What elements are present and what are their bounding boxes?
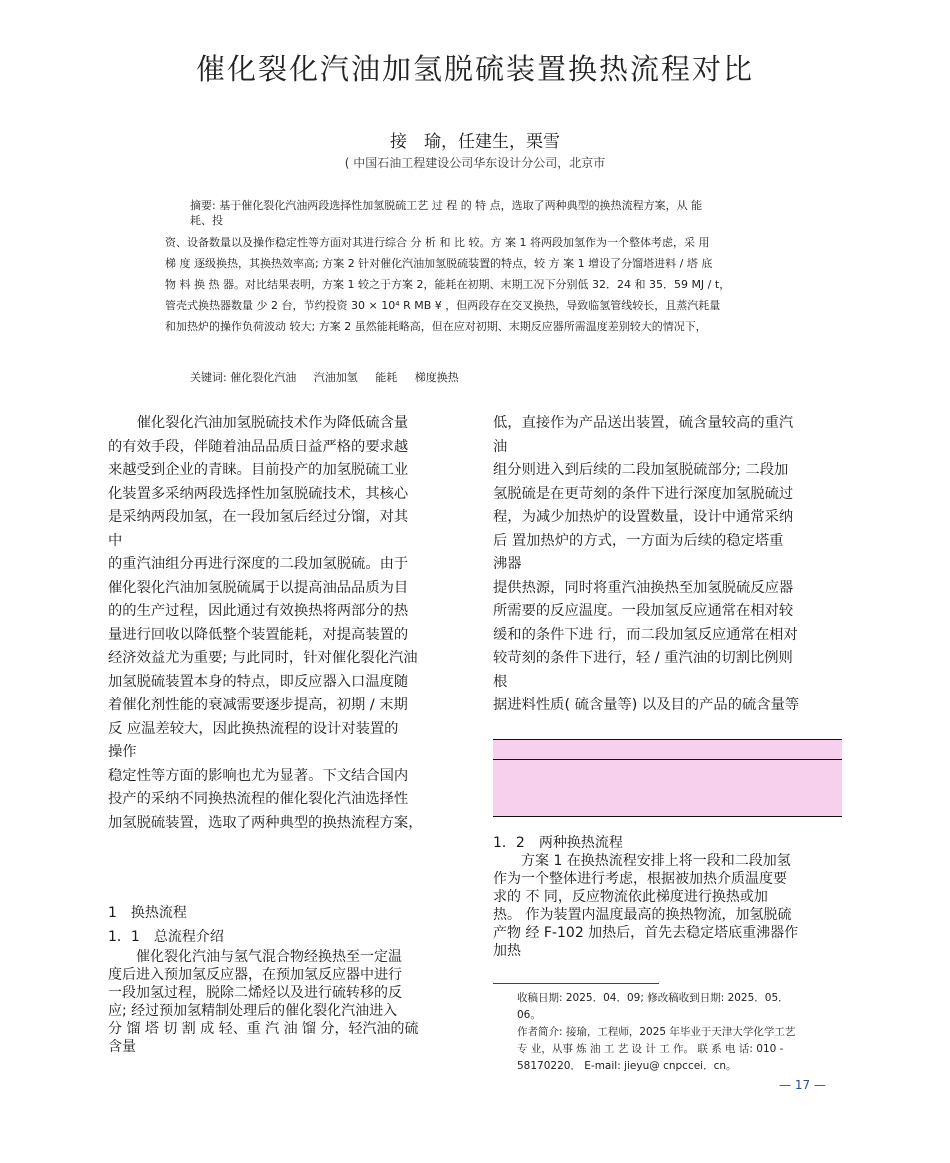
text-line: 所需要的反应温度。一段加氢反应通常在相对较 xyxy=(493,603,794,619)
text-line: 操作 xyxy=(108,744,137,760)
text-line: 量进行回收以降低整个装置能耗，对提高装置的 xyxy=(108,626,409,643)
text-line: 根 xyxy=(493,673,508,690)
text-line: 投产的采纳不同换热流程的催化裂化汽油选择性 xyxy=(108,791,409,807)
keyword: 关键词: 催化裂化汽油 xyxy=(190,371,297,384)
text-line: 据进料性质( 硫含量等) 以及目的产品的硫含量等 xyxy=(493,697,800,713)
text-line: 稳定性等方面的影响也尤为显著。下文结合国内 xyxy=(108,767,409,784)
text-line: 方案 1 在换热流程安排上将一段和二段加氢 xyxy=(493,853,791,869)
affiliation: ( 中国石油工程建设公司华东设计分公司，北京市 xyxy=(344,156,606,170)
footnote xyxy=(517,990,795,1075)
text-line: 油 xyxy=(493,438,508,455)
subsection-heading: 1．1 总流程介绍 xyxy=(108,929,224,945)
text-line: 一段加氢过程，脱除二烯烃以及进行硫转移的反 xyxy=(108,985,402,1001)
text-line: 中 xyxy=(108,532,123,549)
paper-title: 催化裂化汽油加氢脱硫装置换热流程对比 xyxy=(195,52,754,86)
text-line: 经济效益尤为重要; 与此同时，针对催化裂化汽油 xyxy=(108,650,418,666)
text-line: 求的 不 同，反应物流依此梯度进行换热或加 xyxy=(493,889,768,905)
footnote-line: 作者简介: 接瑜，工程师，2025 年毕业于天津大学化学工艺 xyxy=(517,1026,796,1038)
keywords xyxy=(190,369,473,385)
footnote-line: 专 业，从事 炼 油 工 艺 设 计 工 作。 联 系 电 话: 010 - xyxy=(517,1043,784,1055)
left-column-text xyxy=(108,412,423,835)
right-column-text xyxy=(493,412,799,718)
text-line: 后 置加热炉的方式，一方面为后续的稳定塔重 xyxy=(493,532,784,549)
text-line: 较苛刻的条件下进行，轻 / 重汽油的切割比例则 xyxy=(493,650,793,666)
footnote-line: 06。 xyxy=(517,1009,541,1021)
keyword: 汽油加氢 xyxy=(313,371,358,384)
text-line: 催化裂化汽油与氢气混合物经换热至一定温 xyxy=(108,949,402,965)
text-line: 应; 经过预加氢精制处理后的催化裂化汽油进入 xyxy=(108,1003,398,1019)
table-header-band xyxy=(493,740,842,759)
footnote-line: 58170220． E-mail: jieyu@ cnpccei．cn。 xyxy=(517,1060,737,1072)
text-line: 化装置多采纳两段选择性加氢脱硫技术，其核心 xyxy=(108,485,409,502)
section-heading: 1 换热流程 xyxy=(108,905,187,921)
text-line: 是采纳两段加氢，在一段加氢后经过分馏，对其 xyxy=(108,509,409,525)
text-line: 度后进入预加氢反应器，在预加氢反应器中进行 xyxy=(108,967,402,983)
section-1-2-text xyxy=(493,852,798,960)
text-line: 着催化剂性能的衰减需要逐步提高，初期 / 末期 xyxy=(108,697,408,713)
keyword: 能耗 xyxy=(375,371,398,384)
text-line: 含量 xyxy=(108,1039,136,1055)
text-line: 作为一个整体进行考虑，根据被加热介质温度要 xyxy=(493,871,787,887)
text-line: 分 馏 塔 切 割 成 轻、重 汽 油 馏 分，轻汽油的硫 xyxy=(108,1021,419,1037)
text-line: 加氢脱硫装置本身的特点，即反应器入口温度随 xyxy=(108,673,409,690)
subsection-heading: 1．2 两种换热流程 xyxy=(493,835,623,851)
text-line: 的的生产过程，因此通过有效换热将两部分的热 xyxy=(108,603,409,619)
text-line: 的重汽油组分再进行深度的二段加氢脱硫。由于 xyxy=(108,556,409,572)
abstract-line: 耗、投 xyxy=(190,214,223,227)
abstract-line: 梯 度 逐级换热，其换热效率高; 方案 2 针对催化汽油加氢脱硫装置的特点，较 方 案 1 增设了分馏塔进料 / 塔 底 xyxy=(165,257,713,270)
table-body-band xyxy=(493,760,842,816)
text-line: 组分则进入到后续的二段加氢脱硫部分; 二段加 xyxy=(493,462,789,478)
section-1-1-text xyxy=(108,948,419,1056)
text-line: 的有效手段，伴随着油品品质日益严格的要求越 xyxy=(108,438,409,455)
text-line: 沸器 xyxy=(493,556,522,572)
authors: 接 瑜，任建生，栗雪 xyxy=(390,132,560,152)
text-line: 加氢脱硫装置，选取了两种典型的换热流程方案， xyxy=(108,814,423,831)
abstract-line: 资、设备数量以及操作稳定性等方面对其进行综合 分 析 和 比 较。方 案 1 将两段加氢作为一个整体考虑，采 用 xyxy=(165,236,710,249)
text-line: 催化裂化汽油加氢脱硫技术作为降低硫含量 xyxy=(108,415,409,431)
text-line: 热。 作为装置内温度最高的换热物流，加氢脱硫 xyxy=(493,907,792,923)
abstract-line: 和加热炉的操作负荷波动 较大; 方案 2 虽然能耗略高，但在应对初期、末期反应器所需温度差别较大的情况下， xyxy=(165,320,707,333)
text-line: 程，为减少加热炉的设置数量，设计中通常采纳 xyxy=(493,509,794,525)
keyword: 梯度换热 xyxy=(414,371,459,384)
abstract-line: 管壳式换热器数量 少 2 台，节约投资 30 × 10⁴ R MB ¥ ，但两段存在交叉换热，导致临氢管线较长，且蒸汽耗量 xyxy=(165,299,721,312)
abstract-line: 物 料 换 热 器。对比结果表明，方案 1 较之于方案 2，能耗在初期、末期工况下分别低 32．24 和 35．59 MJ / t， xyxy=(165,278,731,291)
text-line: 来越受到企业的青睐。目前投产的加氢脱硫工业 xyxy=(108,462,409,478)
text-line: 低，直接作为产品送出装置，硫含量较高的重汽 xyxy=(493,415,794,431)
footnote-rule xyxy=(493,983,659,984)
abstract-line: 摘要: 基于催化裂化汽油两段选择性加氢脱硫工艺 过 程 的 特 点，选取了两种典型的换热流程方案，从 能 xyxy=(190,199,703,212)
text-line: 加热 xyxy=(493,943,521,959)
page-number: — 17 — xyxy=(779,1078,826,1092)
table-bottom-rule xyxy=(493,816,842,817)
text-line: 催化裂化汽油加氢脱硫属于以提高油品品质为目 xyxy=(108,579,409,596)
text-line: 反 应温差较大，因此换热流程的设计对装置的 xyxy=(108,720,399,737)
text-line: 产物 经 F-102 加热后，首先去稳定塔底重沸器作 xyxy=(493,925,799,941)
text-line: 缓和的条件下进 行，而二段加氢反应通常在相对 xyxy=(493,626,798,643)
text-line: 提供热源，同时将重汽油换热至加氢脱硫反应器 xyxy=(493,579,794,596)
footnote-line: 收稿日期: 2025．04．09; 修改稿收到日期: 2025．05． xyxy=(517,992,789,1004)
text-line: 氢脱硫是在更苛刻的条件下进行深度加氢脱硫过 xyxy=(493,485,794,502)
